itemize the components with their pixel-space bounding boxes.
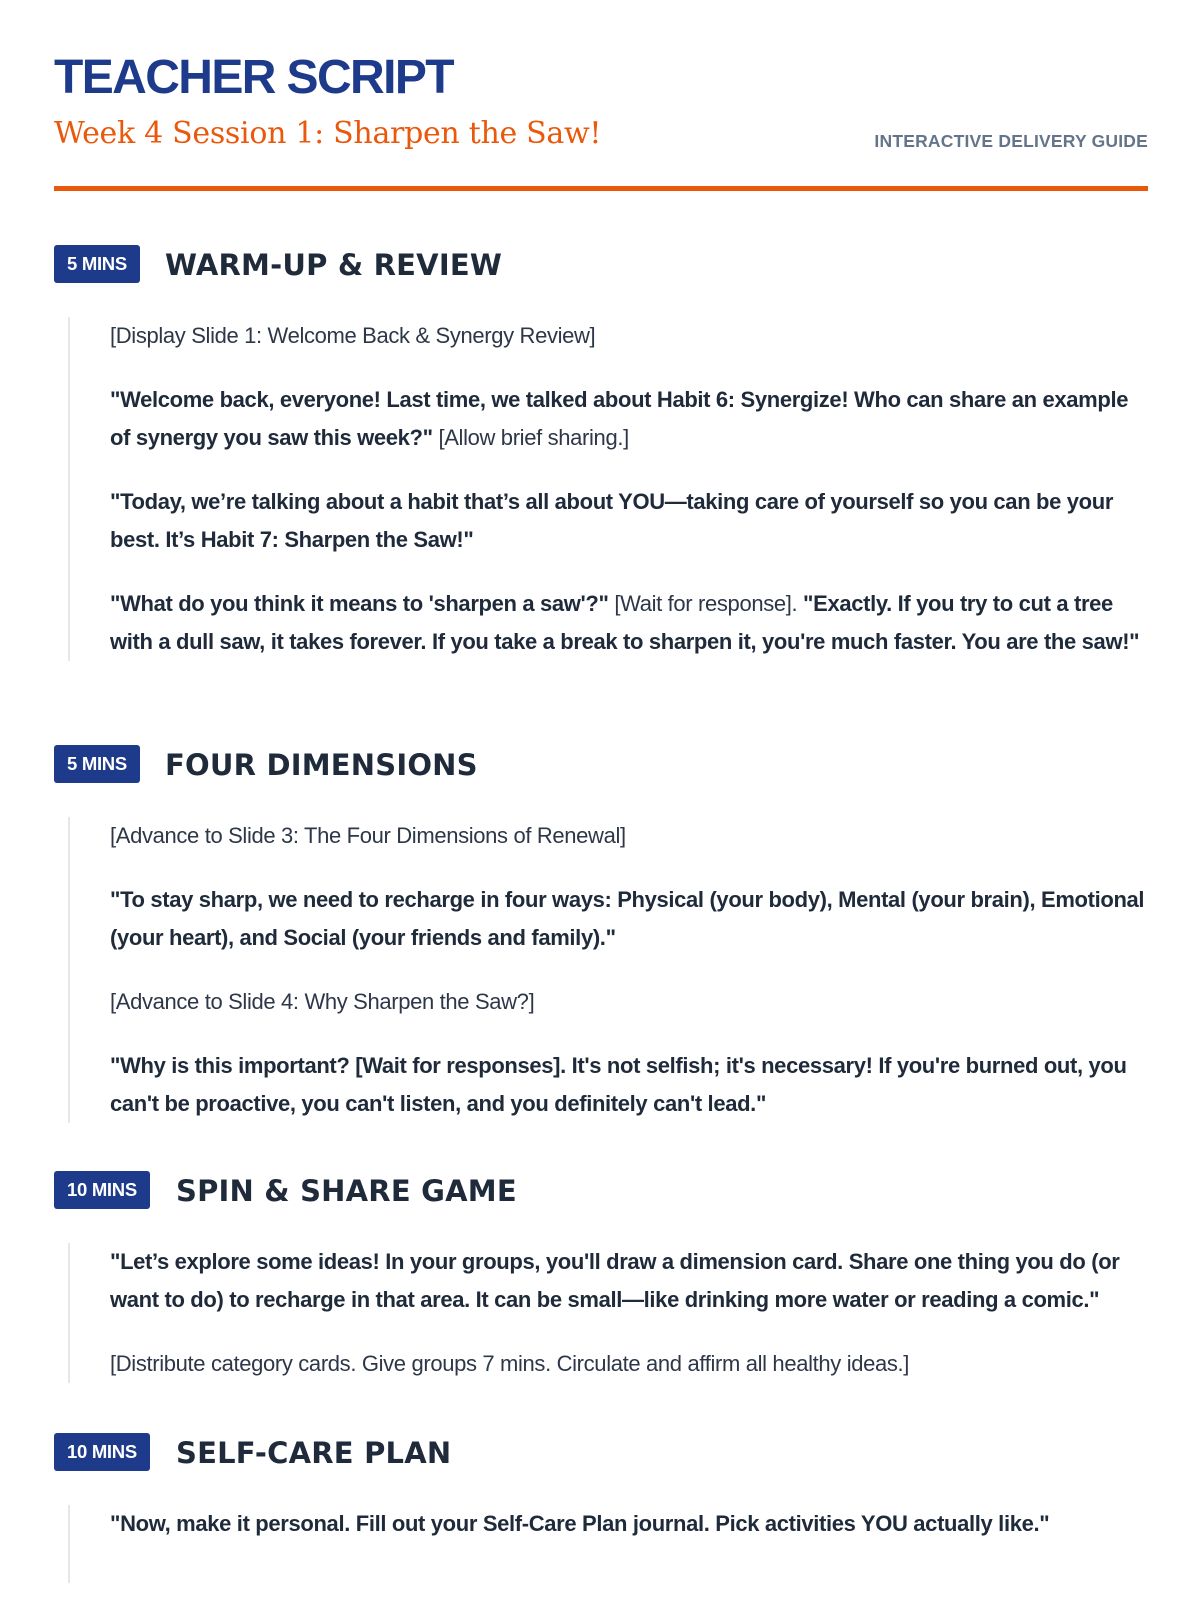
section-title: FOUR DIMENSIONS (165, 748, 478, 782)
direction-text: [Display Slide 1: Welcome Back & Synergy Review] (110, 323, 596, 348)
script-text: "To stay sharp, we need to recharge in four ways: Physical (your body), Mental (your brain), Emotional (your heart), and Social (your friends and family)." (110, 887, 1145, 950)
script-text: "Why is this important? [Wait for responses]. It's not selfish; it's necessary! If you're burned out, you can't be proactive, you can't listen, and you definitely can't lead." (110, 1053, 1127, 1116)
section-body (68, 1243, 1148, 1383)
time-badge: 10 MINS (54, 1171, 150, 1209)
page-title: TEACHER SCRIPT (54, 51, 453, 104)
section-spin-share (54, 1171, 1148, 1383)
script-text: "Let’s explore some ideas! In your groups, you'll draw a dimension card. Share one thing you do (or want to do) to recharge in that area. It can be small—like drinking more water or reading a comic." (110, 1249, 1120, 1312)
script-line (110, 1047, 1148, 1123)
script-line (110, 585, 1148, 661)
guide-label: INTERACTIVE DELIVERY GUIDE (874, 131, 1148, 151)
section-body (68, 1505, 1148, 1583)
time-badge: 10 MINS (54, 1433, 150, 1471)
stage-direction (110, 317, 1148, 355)
section-header (54, 245, 1148, 285)
document-header (54, 0, 1148, 196)
script-line (110, 483, 1148, 559)
script-text: "What do you think it means to 'sharpen a saw'?" (110, 591, 609, 616)
section-title: SELF-CARE PLAN (176, 1436, 452, 1470)
direction-text: [Advance to Slide 3: The Four Dimensions of Renewal] (110, 823, 626, 848)
time-badge: 5 MINS (54, 245, 140, 283)
script-line (110, 881, 1148, 957)
section-body (68, 317, 1148, 661)
direction-text: [Advance to Slide 4: Why Sharpen the Saw?] (110, 989, 535, 1014)
time-badge: 5 MINS (54, 745, 140, 783)
stage-direction (110, 1345, 1148, 1383)
section-four-dimensions (54, 745, 1148, 1123)
header-divider (54, 186, 1148, 191)
section-header (54, 1171, 1148, 1211)
direction-text: [Distribute category cards. Give groups 7 mins. Circulate and affirm all healthy ideas.] (110, 1351, 910, 1376)
section-title: SPIN & SHARE GAME (176, 1174, 517, 1208)
direction-text: [Allow brief sharing.] (432, 425, 629, 450)
section-header (54, 1433, 1148, 1473)
direction-text: [Wait for response]. (608, 591, 804, 616)
script-line (110, 1505, 1148, 1543)
section-self-care (54, 1433, 1148, 1583)
stage-direction (110, 817, 1148, 855)
section-warm-up (54, 245, 1148, 661)
section-body (68, 817, 1148, 1123)
script-line (110, 1243, 1148, 1319)
section-title: WARM-UP & REVIEW (165, 248, 503, 282)
section-header (54, 745, 1148, 785)
document-page (54, 0, 1148, 1536)
script-line (110, 381, 1148, 457)
page-subtitle: Week 4 Session 1: Sharpen the Saw! (54, 116, 602, 151)
script-text: "Now, make it personal. Fill out your Self-Care Plan journal. Pick activities YOU actually like." (110, 1511, 1050, 1536)
script-text: "Today, we’re talking about a habit that’s all about YOU—taking care of yourself so you can be your best. It’s Habit 7: Sharpen the Saw!" (110, 489, 1114, 552)
script-text: "Welcome back, everyone! Last time, we talked about Habit 6: Synergize! Who can share an example of synergy you saw this week?" (110, 387, 1129, 450)
stage-direction (110, 983, 1148, 1021)
script-text: "Exactly. If you try to cut a tree with a dull saw, it takes forever. If you take a break to sharpen it, you're much faster. You are the saw!" (110, 591, 1140, 654)
